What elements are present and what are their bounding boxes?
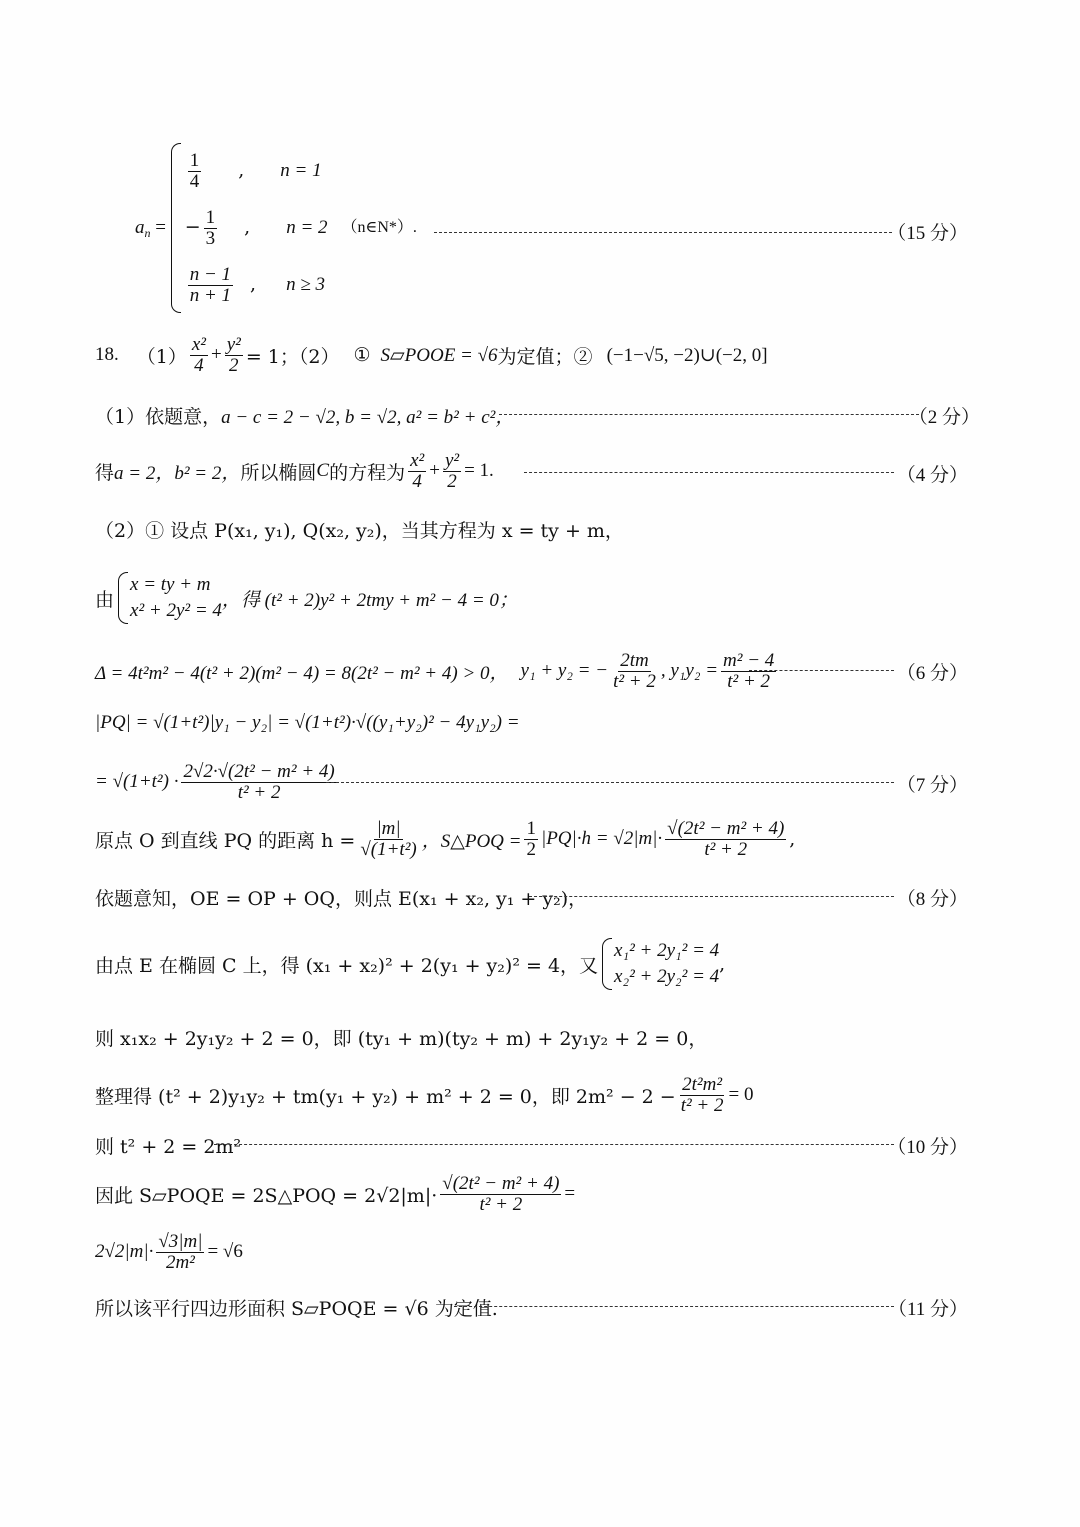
score-6: （6 分） (896, 663, 968, 684)
piecewise-cases (171, 143, 417, 313)
step-12: 整理得 (t² + 2)y₁y₂ + tm(y₁ + y₂) + m² + 2 = 0，即 2m² − 2 − $\frac{\text{2t²m²}}{\text{t² + 2}}$ = 0 (95, 1073, 754, 1116)
score-4: （4 分） (896, 465, 968, 486)
step-7: = √(1+t²) · $\frac{\text{2√2·√(2t² − m² + 4)}}{\text{t² + 2}}$ (95, 760, 335, 803)
step-1: （1）依题意， a − c = 2 − √2, b = √2, a² = b² + c²， (95, 406, 515, 428)
case-2: − $\frac{1}{3}$ , n = 2 （n∈N*）. (184, 206, 417, 249)
step-11: 则 x₁x₂ + 2y₁y₂ + 2 = 0，即 (ty₁ + m)(ty₂ + m) + 2y₁y₂ + 2 = 0， (95, 1028, 708, 1050)
score-7: （7 分） (896, 775, 968, 796)
step-9: 依题意知，OE = OP + OQ，则点 E(x₁ + x₂, y₁ + y₂)， (95, 888, 588, 910)
step-6: |PQ| = √(1+t²)|y₁ − y₂| = √(1+t²)·√((y₁+y₂)² − 4y₁y₂) = (95, 712, 520, 733)
step-16: 所以该平行四边形面积 S▱POQE = √6 为定值. (95, 1298, 498, 1320)
step-10: 由点 E 在椭圆 C 上，得 (x₁ + x₂)² + 2(y₁ + y₂)² = 4，又 x₁² + 2y₁² = 4 x₂² + 2y₂² = 4 , (95, 936, 725, 992)
score-10: （10 分） (887, 1137, 968, 1158)
leader-dash (434, 232, 892, 233)
step-5: Δ = 4t²m² − 4(t² + 2)(m² − 4) = 8(2t² − m² + 4) > 0， y₁ + y₂ = − $\frac{2tm}{\text{t² + 2}}$ , y₁y₂ = $\frac{\text{m² − 4}}{\text{t² + 2}}$ (95, 649, 775, 692)
step-2: 得 a = 2，b² = 2， 所以椭圆 C 的方程为 $\frac{\text{x²}}{4}$ + $\frac{\text{y²}}{2}$ = 1. (95, 449, 494, 492)
score-2: （2 分） (908, 407, 980, 428)
step-3: （2）① 设点 P(x₁, y₁), Q(x₂, y₂)，当其方程为 x = ty + m， (95, 520, 624, 542)
case-3: $\frac{n - 1}{n + 1}$ , n ≥ 3 (189, 263, 326, 306)
case-1: $\frac{1}{4}$ , n = 1 (189, 149, 322, 192)
an-lhs: $a_n$ (135, 217, 151, 240)
step-14: 因此 S▱POQE = 2S△POQ = 2√2|m|· $\frac{\text{√(2t² − m² + 4)}}{\text{t² + 2}}$ = (95, 1172, 576, 1215)
step-15: 2√2|m|· $\frac{√3|m|}{\text{2m²}}$ = √6 (95, 1230, 243, 1273)
step-4: 由 x = ty + m x² + 2y² = 4 ，得 (t² + 2)y² + 2tmy + m² − 4 = 0； (95, 572, 518, 624)
step-8: 原点 O 到直线 PQ 的距离 h = $\frac{|m|}{\text{√(1+t²)}}$ ，S△POQ = $\frac{1}{2}$ |PQ|·h = √2|m|· $\frac{\text{√(2t² − m² + 4)}}{\text{t² + 2}}$ , (95, 817, 796, 860)
score-11: （11 分） (887, 1299, 968, 1320)
step-13: 则 t² + 2 = 2m² (95, 1136, 242, 1158)
score-15: （15 分） (887, 223, 968, 244)
score-8: （8 分） (896, 889, 968, 910)
piecewise-definition: $a_n$ = $\frac{1}{4}$ , n = 1 − $\frac{1}{3}$ , n = 2 （n∈N*）. $\frac{n - 1}{n + 1}$ , n ≥ 3 (135, 143, 417, 313)
problem-18-answer: 18. （1） $\frac{\text{x²}}{4}$ + $\frac{\text{y²}}{2}$ = 1；（2） ① S▱POOE = √6 为定值；② (−1−√5, −2)∪(−2, 0] (95, 333, 768, 376)
